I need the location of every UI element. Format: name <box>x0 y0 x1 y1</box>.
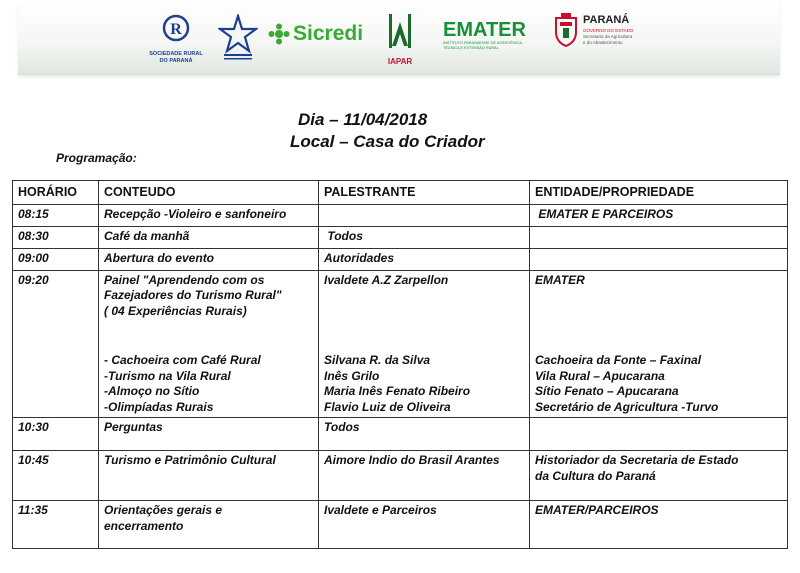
time-cell: 08:30 <box>13 226 99 248</box>
content-cell: Café da manhã <box>99 226 319 248</box>
time-cell: 09:20 <box>13 270 99 418</box>
table-row-panel <box>13 270 788 418</box>
sociedade-rural-logo <box>146 12 206 64</box>
time-cell: 09:00 <box>13 248 99 270</box>
spacer <box>324 288 524 304</box>
table-row <box>13 226 788 248</box>
experience-speaker: Flavio Luiz de Oliveira <box>324 399 451 414</box>
panel-entity: EMATER <box>535 272 585 287</box>
experience-item: -Almoço no Sítio <box>104 384 200 398</box>
content-line: Orientações gerais e <box>104 503 223 517</box>
table-row <box>13 248 788 270</box>
speaker-cell: Autoridades <box>319 248 530 270</box>
emater-logo <box>443 20 538 60</box>
entity-cell <box>530 226 788 248</box>
table-row <box>13 501 788 549</box>
svg-text:R: R <box>170 21 182 38</box>
speaker-cell: Aimore Indio do Brasil Arantes <box>319 451 530 501</box>
experience-item: - Cachoeira com Café Rural <box>104 353 261 367</box>
panel-moderator: Ivaldete A.Z Zarpellon <box>324 272 449 287</box>
entity-cell: EMATER E PARCEIROS <box>530 204 788 226</box>
time-cell: 08:15 <box>13 204 99 226</box>
panel-title-line: ( 04 Experiências Rurais) <box>104 303 247 318</box>
panel-title-line: Painel "Aprendendo com os <box>104 272 265 287</box>
schedule-table <box>12 180 788 549</box>
header-speaker: PALESTRANTE <box>319 181 530 205</box>
star-logo <box>218 14 258 64</box>
experience-speaker: Maria Inês Fenato Ribeiro <box>324 384 471 398</box>
speaker-cell: Todos <box>319 226 530 248</box>
entity-cell <box>530 248 788 270</box>
time-cell: 10:30 <box>13 418 99 451</box>
sociedade-rural-name: SOCIEDADE RURAL DO PARANÁ <box>149 51 203 64</box>
spacer <box>535 288 782 304</box>
iapar-icon <box>386 12 414 52</box>
experience-entity: Vila Rural – Apucarana <box>535 368 665 383</box>
entity-line: da Cultura do Paraná <box>535 468 656 483</box>
content-cell: Recepção -Violeiro e sanfoneiro <box>99 204 319 226</box>
experience-entity: Sítio Fenato – Apucarana <box>535 384 679 398</box>
entity-cell: EMATER/PARCEIROS <box>530 501 788 549</box>
entity-line: Historiador da Secretaria de Estado <box>535 453 739 467</box>
header-time: HORÁRIO <box>13 181 99 205</box>
spacer <box>324 319 524 353</box>
table-header-row <box>13 181 788 205</box>
spacer <box>104 319 313 353</box>
parana-coat-of-arms-icon <box>553 12 579 48</box>
spacer <box>535 319 782 353</box>
header-banner <box>18 2 780 75</box>
content-cell: Abertura do evento <box>99 248 319 270</box>
entity-cell <box>530 270 788 418</box>
experience-item: -Olimpíadas Rurais <box>104 399 214 414</box>
speaker-cell <box>319 204 530 226</box>
content-cell: Perguntas <box>99 418 319 451</box>
speaker-cell <box>319 270 530 418</box>
experience-speaker: Silvana R. da Silva <box>324 353 431 367</box>
entity-cell <box>530 418 788 451</box>
star-icon <box>218 14 258 60</box>
iapar-logo <box>386 12 414 64</box>
event-date: Dia – 11/04/2018 <box>298 110 428 129</box>
table-row <box>13 204 788 226</box>
parana-logo <box>553 12 673 62</box>
content-cell: Turismo e Patrimônio Cultural <box>99 451 319 501</box>
content-cell <box>99 270 319 418</box>
iapar-name: IAPAR <box>387 57 413 66</box>
speaker-cell: Ivaldete e Parceiros <box>319 501 530 549</box>
time-cell: 10:45 <box>13 451 99 501</box>
content-cell <box>99 501 319 549</box>
time-cell: 11:35 <box>13 501 99 549</box>
sicredi-logo <box>268 20 368 50</box>
experience-item: -Turismo na Vila Rural <box>104 368 231 383</box>
panel-title-line: Fazejadores do Turismo Rural" <box>104 288 282 302</box>
emater-name: EMATER <box>443 19 526 41</box>
experience-entity: Cachoeira da Fonte – Faxinal <box>535 353 702 367</box>
speaker-cell: Todos <box>319 418 530 451</box>
header-content: CONTEUDO <box>99 181 319 205</box>
experience-entity: Secretário de Agricultura -Turvo <box>535 399 719 414</box>
table-row <box>13 418 788 451</box>
program-label: Programação: <box>56 151 137 165</box>
sicredi-name: Sicredi <box>293 22 364 45</box>
spacer <box>535 304 782 320</box>
experience-speaker: Inês Grilo <box>324 368 380 383</box>
entity-cell <box>530 451 788 501</box>
table-row <box>13 451 788 501</box>
header-entity: ENTIDADE/PROPRIEDADE <box>530 181 788 205</box>
content-line: encerramento <box>104 518 184 533</box>
sicredi-icon <box>268 23 290 45</box>
emater-subtitle: INSTITUTO PARANAENSE DE ASSISTÊNCIA TÉCNICA E EXTENSÃO RURAL <box>443 41 522 50</box>
parana-gov: GOVERNO DO ESTADO <box>583 28 634 33</box>
parana-secretaria: Secretaria da Agricultura e do Abastecimento <box>583 34 633 45</box>
parana-name: PARANÁ <box>583 14 630 26</box>
sociedade-rural-icon <box>146 12 206 46</box>
spacer <box>324 304 524 320</box>
event-location: Local – Casa do Criador <box>290 132 485 151</box>
